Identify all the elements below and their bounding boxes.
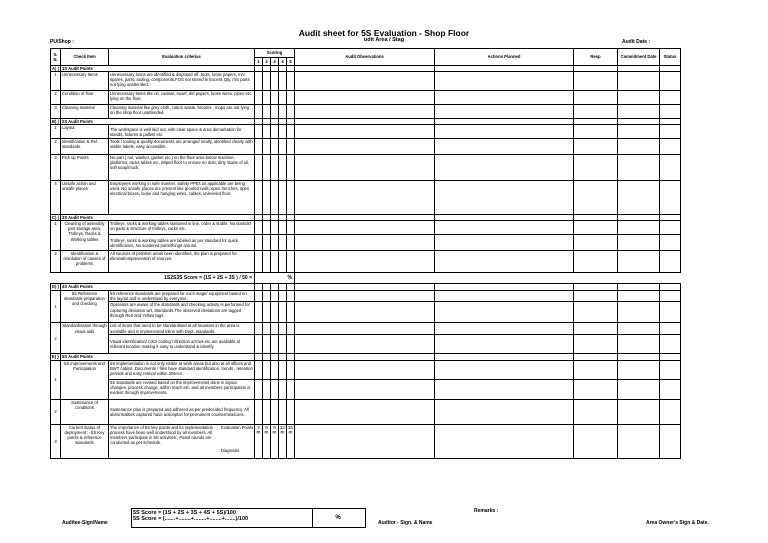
audit-date-label: Audit Date : bbox=[622, 39, 651, 45]
table-row: Operators are aware of the standards and checking activity is performed for capturing deviation wrt. Standards.The observed deviations are tagged through Red and Yellow tags. bbox=[51, 302, 681, 323]
remarks-label: Remarks : bbox=[474, 508, 499, 514]
auditee-sign-label: Auditee-Sign/Name bbox=[62, 520, 108, 526]
eval-point-3: 9 bbox=[273, 424, 276, 430]
score-123-unit: % bbox=[255, 273, 295, 284]
table-row: 3 Current status of deployment :- 5S Key points & reference standards The importance of 5S key points and its implementation process have been well understood by all members. All members participate in 5S activities . Patrol rounds are conducted as per schedule. Evaluation Points Diagnosis 3 Pt 6 Pt 9 Pt 12 Pt 15 Pt bbox=[51, 424, 681, 458]
eval-point-2: 6 bbox=[265, 424, 268, 430]
sheet-title: Audit sheet for 5S Evaluation - Shop Floor bbox=[298, 28, 470, 38]
evaluation-points-label: Evaluation Points bbox=[221, 424, 254, 430]
score-5s-line1: 5S Score = (1S + 2S + 3S + 4S + 5S)/100 bbox=[133, 510, 236, 516]
table-row: 1 5S Reference standards preparation and checking 5S reference standards are prepared for each stage/ equipment based on the layout and is understood by everyone. bbox=[51, 291, 681, 302]
eval-point-5: 15 bbox=[288, 424, 293, 430]
auditor-sign-label: Auditor - Sign. & Name bbox=[378, 520, 433, 526]
score-123-label: 1S2S3S Score = (1S + 2S + 3S ) / 50 = bbox=[164, 274, 252, 281]
col-criteria: Evaluation criterias bbox=[109, 49, 255, 66]
col-resp: Resp bbox=[574, 49, 618, 66]
audit-table bbox=[50, 48, 681, 459]
table-row: 1 Unnecessary Items Unnecessary items are identified & disposed off. tools, loose papers, m/c spares, parts, tooling, components,FOS not stored in Excess Qty. m/c parts not lying unattended. bbox=[51, 72, 681, 91]
table-row: 2 Condition of floor Unnecessary items like oil, coolant, swarf, dirt papers, loose wires, pipes etc. lying on the floor. bbox=[51, 91, 681, 105]
area-owner-sign-label: Area Owner's Sign & Date. bbox=[646, 520, 709, 526]
col-actions: Actions Planned bbox=[435, 49, 574, 66]
section-4s: D) ) 4S Audit Points bbox=[51, 284, 681, 291]
table-row: 2 Sustenance of conditions Sustenance plan is prepared and adhered as per predecided frequency. All abnormalities captured have actionplan for permanent countermeasures. bbox=[51, 399, 681, 424]
section-5s: E) ) 5S Audit Points bbox=[51, 353, 681, 360]
table-row: 5S standards are revised based on the improvements done in layout changes, process change, within reach etc. and all members participation is evident through improvements. bbox=[51, 379, 681, 399]
eval-point-4: 12 bbox=[280, 424, 285, 430]
table-row: Trolleys, racks & working tables are labeled as per standard for quick identification, No scattered parts/things around. bbox=[51, 235, 681, 251]
table-row: 2 Identification & resolution of causes of problems All sources of problem areas been identified, the plan is prepared for elimination/prevention of sources. bbox=[51, 251, 681, 273]
score-4: 4 bbox=[279, 58, 287, 66]
diagnosis-label: Diagnosis bbox=[221, 447, 240, 453]
table-row: 1 Cleaning of assembly part storage area, Trolleys, Racks & Working tables Trolleys, racks & working tables stationed in line, order & stable. No dust/dirt on parts & structure of trolleys, racks etc. bbox=[51, 221, 681, 235]
table-row: 3 Pick up Points No part ( nut, washer, gasket etc.) on the floor area below machine, platforms, racks tables etc. Wiped floor to ensure no dust, dirty stains of oil, soft soap/muck. bbox=[51, 155, 681, 181]
table-row: 2 Standardisation through visual aids List of items that need to be standardised at all locations in the area is available and is implemented inline with Dept. standards. bbox=[51, 323, 681, 334]
header-row bbox=[51, 49, 681, 58]
col-status: Status bbox=[660, 49, 681, 66]
score-3: 3 bbox=[271, 58, 279, 66]
col-commitment: Commitment Date bbox=[618, 49, 660, 66]
section-1s: A) ) 1S Audit Points bbox=[51, 66, 681, 72]
table-row: 1 5S improvements and Participation 5S implementation is not only visible at work areas but also at all offices and BWT cabins .Documents / files have standard identification, trends , retention periods and easy retrival within 30secs. bbox=[51, 360, 681, 379]
section-2s: B) ) 2S Audit Points bbox=[51, 119, 681, 125]
section-3s: C) ) 3S Audit Points bbox=[51, 215, 681, 221]
table-row: Visual identification/ color coding / direction arrows etc are available at relevant location making it easy to understand & identify. bbox=[51, 334, 681, 353]
table-row: 2 Identification & Ref. standards Tools / tooling & quality documents are arranged neatly, identified clearly with visible labels, easy accessible . bbox=[51, 139, 681, 155]
col-check-item: Check Item bbox=[61, 49, 109, 66]
table-row: 1 Layout The workspace is well laid out, with clear space & area demarkation for stands, fixtures & pallets etc. bbox=[51, 125, 681, 139]
audit-area-label: udit Area / Stag bbox=[363, 37, 405, 43]
score-123-row bbox=[51, 273, 681, 284]
score-5s-line2: 5S Score = (.......+........+........+........+.......)/100 bbox=[133, 516, 249, 522]
pu-shop-label: PU/Shop : bbox=[50, 39, 74, 45]
r14-criteria: The importance of 5S key points and its implementation process have been well understood by all members. All members participate in 5S activities . Patrol rounds are conducted as per schedule. bbox=[110, 424, 214, 445]
score-5: 5 bbox=[287, 58, 295, 66]
score-1: 1 bbox=[255, 58, 263, 66]
table-row: 3 Cleaning material Cleaning material like grey cloth, cotton waste, brooms , mops are not lying on the shop floor unattended. bbox=[51, 105, 681, 119]
col-observations: Audit Observations bbox=[295, 49, 435, 66]
score-5s-unit: % bbox=[311, 508, 366, 528]
col-sno: S. N. bbox=[51, 49, 61, 66]
score-2: 2 bbox=[263, 58, 271, 66]
score-5s-box bbox=[131, 508, 313, 528]
table-row: 4 Unsafe action and unsafe places Employees working in safe manner. Safety PPEs as applicable are being used. No unsafe places are present like grouted nails, open trenches, open electrical boxes, loose and hanging wires, cables, unleveled floor. bbox=[51, 181, 681, 215]
col-scoring: Scoring bbox=[255, 49, 295, 58]
eval-point-1: 3 bbox=[257, 424, 260, 430]
